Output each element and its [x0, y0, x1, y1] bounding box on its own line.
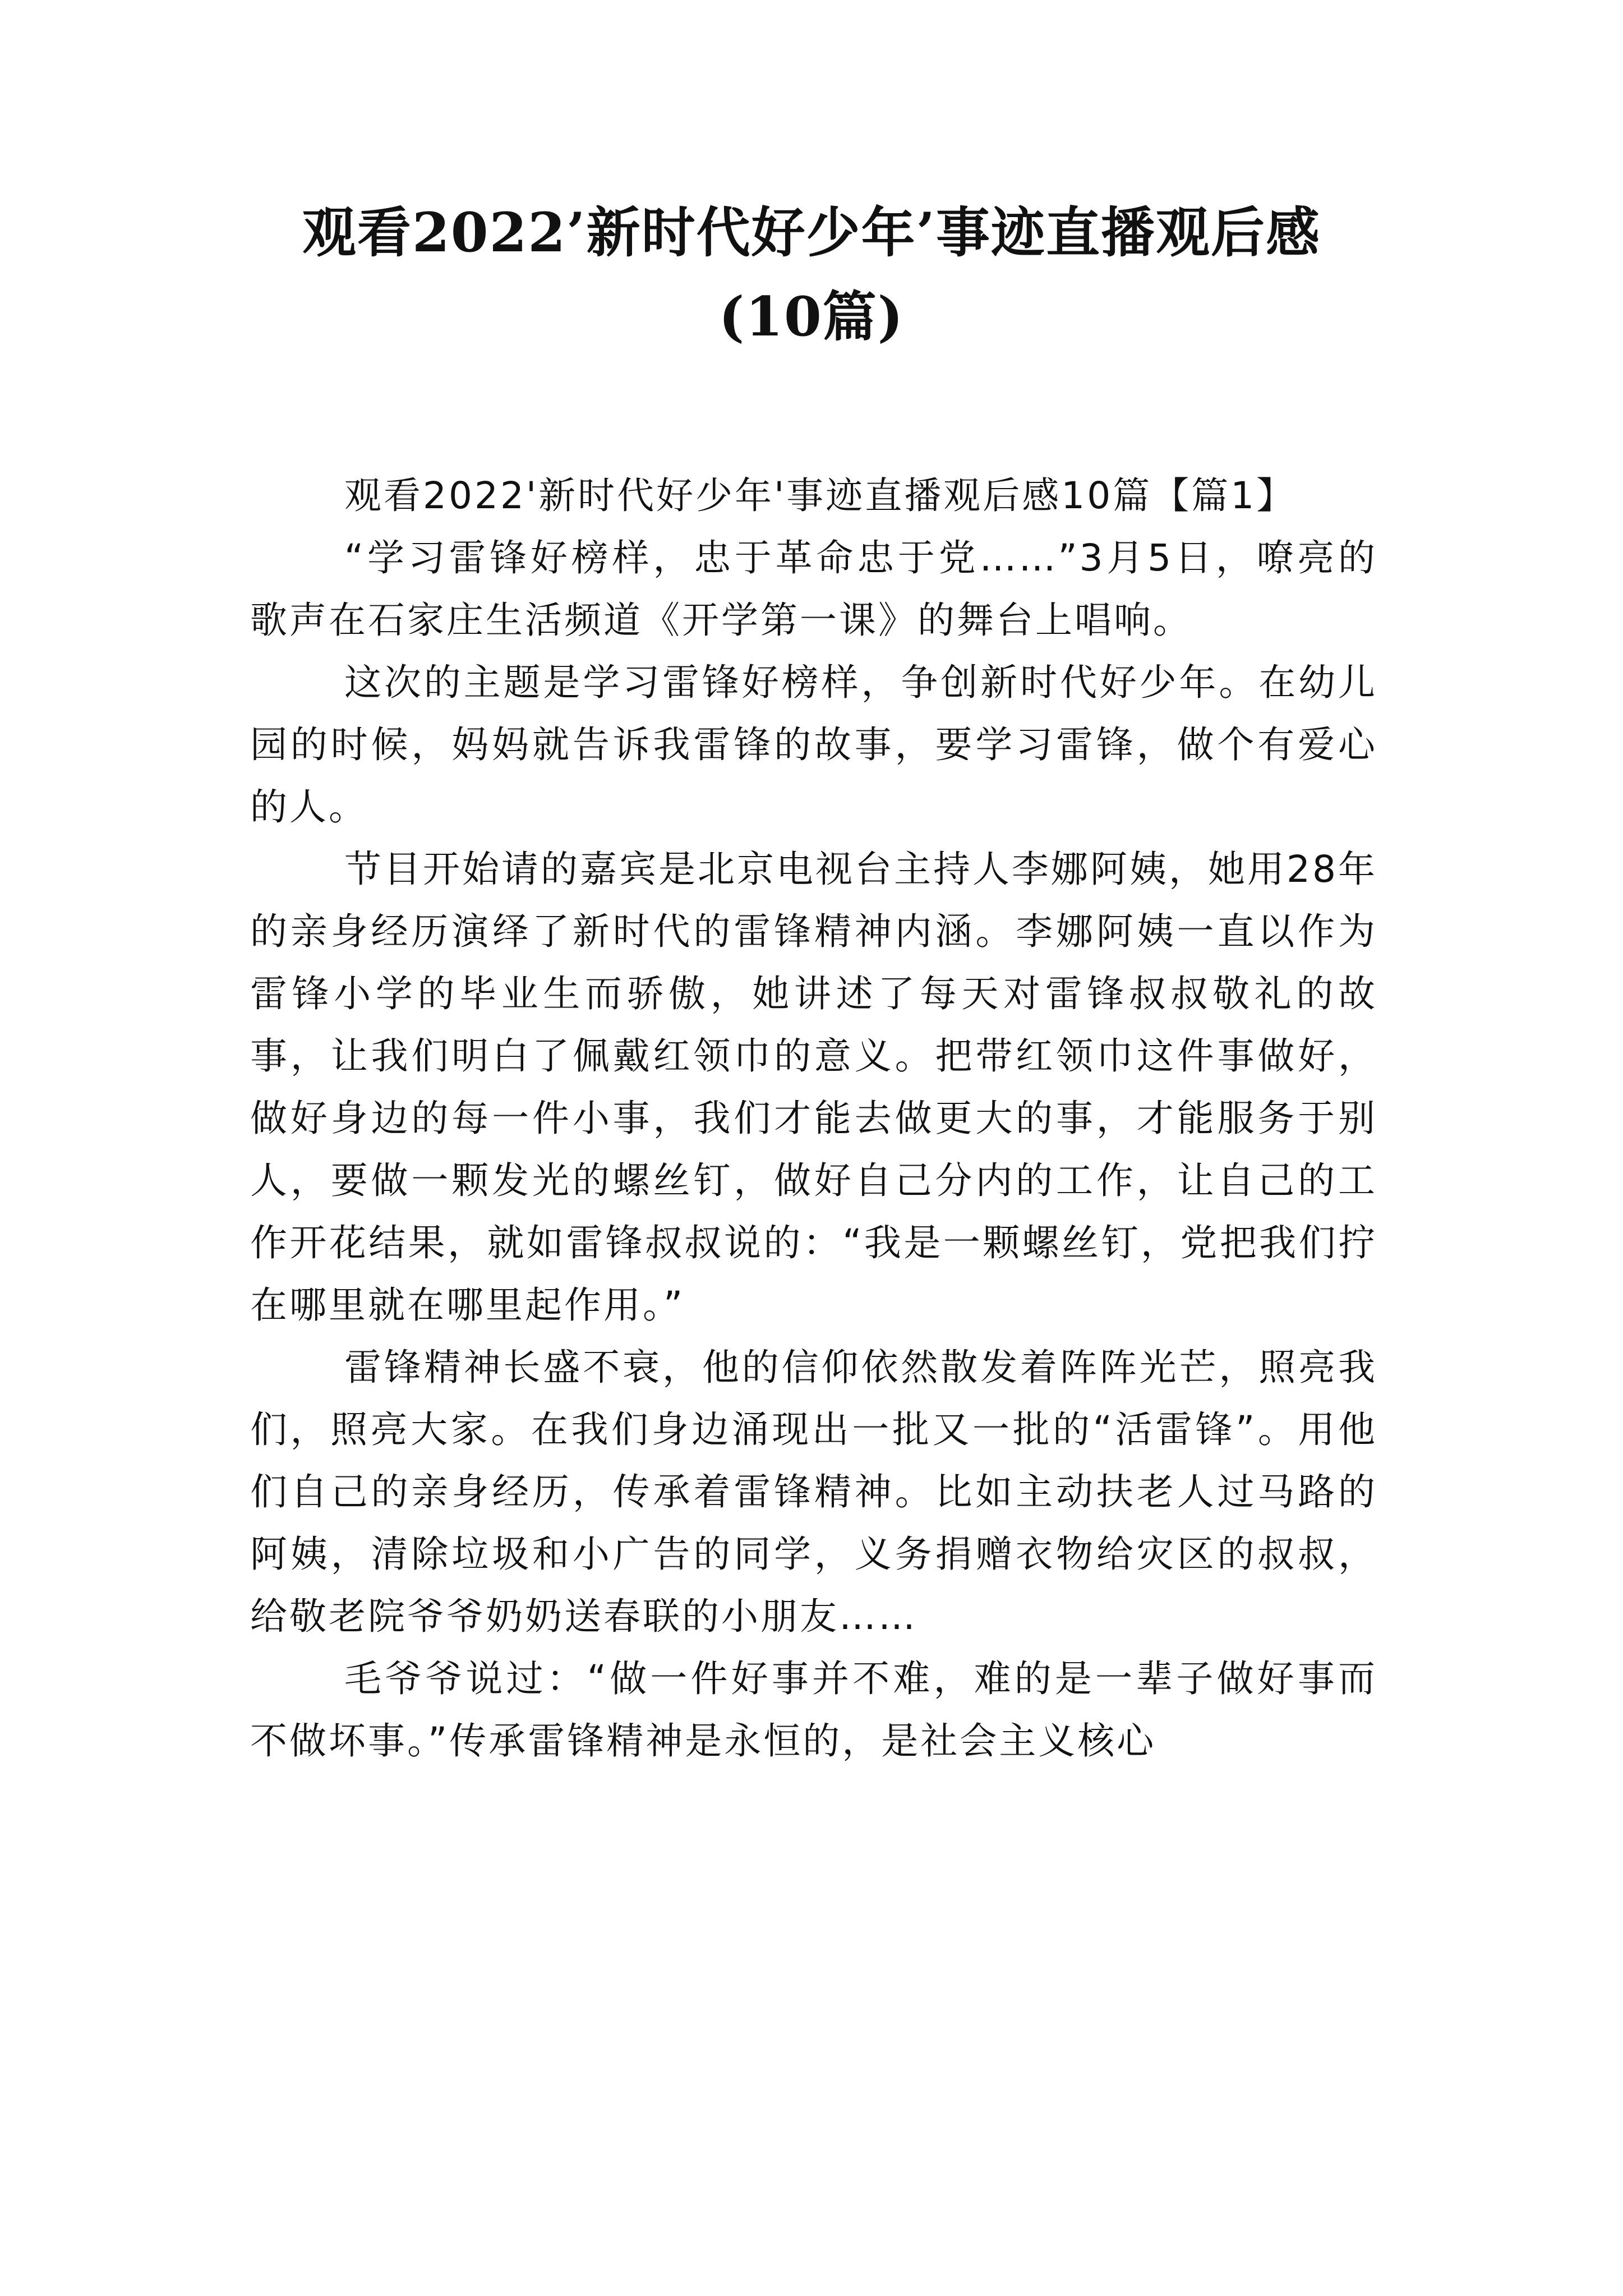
document-title [213, 191, 1410, 359]
body-paragraph: 这次的主题是学习雷锋好榜样，争创新时代好少年。在幼儿园的时候，妈妈就告诉我雷锋的故事，要学习雷锋，做个有爱心的人。 [250, 661, 1377, 829]
body-paragraph: 雷锋精神长盛不衰，他的信仰依然散发着阵阵光芒，照亮我们，照亮大家。在我们身边涌现出一批又一批的“活雷锋”。用他们自己的亲身经历，传承着雷锋精神。比如主动扶老人过马路的阿姨，清除垃圾和小广告的同学，义务捐赠衣物给灾区的叔叔，给敬老院爷爷奶奶送春联的小朋友…… [250, 1346, 1377, 1638]
body-paragraph: 毛爷爷说过：“做一件好事并不难，难的是一辈子做好事而不做坏事。”传承雷锋精神是永恒的，是社会主义核心 [250, 1657, 1377, 1763]
document-body [250, 464, 1377, 1772]
section-heading: 观看2022'新时代好少年'事迹直播观后感10篇【篇1】 [344, 474, 1296, 517]
body-paragraph: “学习雷锋好榜样，忠于革命忠于党……”3月5日，嘹亮的歌声在石家庄生活频道《开学第一课》的舞台上唱响。 [250, 536, 1377, 642]
document-title-line-2: (10篇) [718, 285, 905, 348]
document-title-line-1: 观看2022’新时代好少年’事迹直播观后感 [302, 201, 1321, 264]
body-paragraph: 节目开始请的嘉宾是北京电视台主持人李娜阿姨，她用28年的亲身经历演绎了新时代的雷锋精神内涵。李娜阿姨一直以作为雷锋小学的毕业生而骄傲，她讲述了每天对雷锋叔叔敬礼的故事，让我们明白了佩戴红领巾的意义。把带红领巾这件事做好，做好身边的每一件小事，我们才能去做更大的事，才能服务于别人，要做一颗发光的螺丝钉，做好自己分内的工作，让自己的工作开花结果，就如雷锋叔叔说的：“我是一颗螺丝钉，党把我们拧在哪里就在哪里起作用。” [250, 848, 1377, 1327]
